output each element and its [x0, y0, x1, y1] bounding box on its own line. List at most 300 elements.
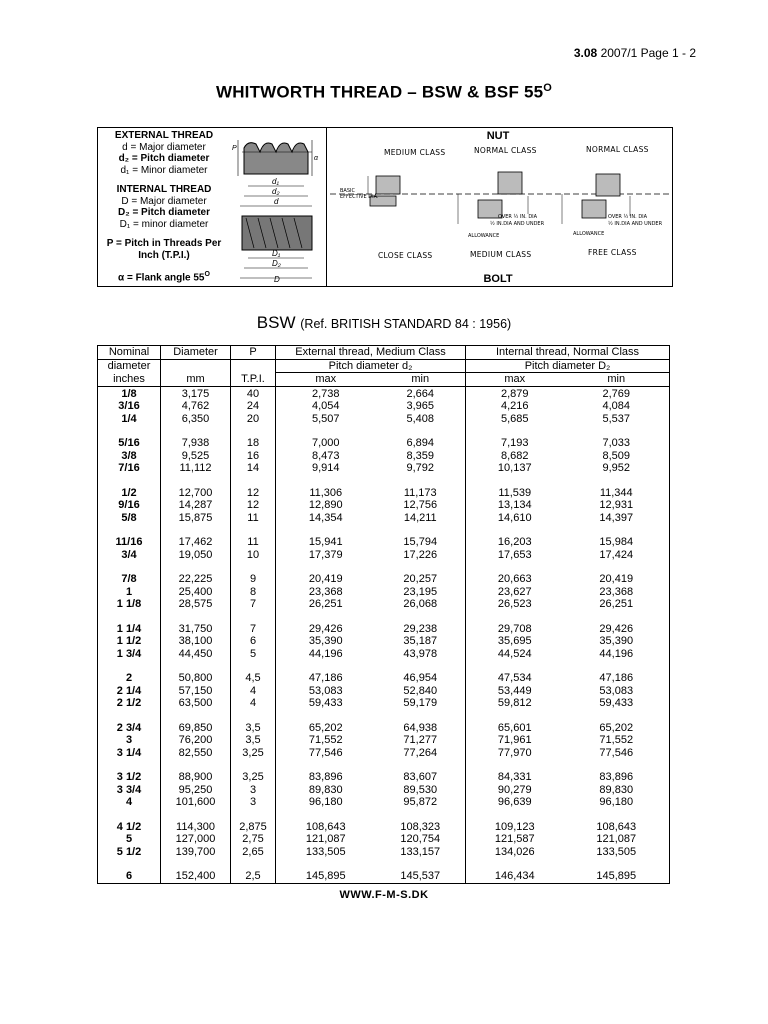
table-row [98, 697, 670, 710]
cell-int-max: 14,610 [466, 512, 564, 525]
cell-int-max: 7,193 [466, 425, 564, 450]
bolt-class-1: CLOSE CLASS [378, 251, 433, 260]
cell-int-max: 17,653 [466, 549, 564, 562]
int-major-diameter: D = Major diameter [121, 195, 207, 207]
bsw-thread-table [97, 345, 670, 884]
cell-int-min: 14,397 [564, 512, 670, 525]
pitch-definition-2: Inch (T.P.I.) [138, 249, 190, 261]
cell-int-max: 23,627 [466, 586, 564, 599]
cell-diameter-mm: 101,600 [161, 796, 231, 809]
cell-nominal: 1/4 [98, 413, 161, 426]
cell-tpi: 4 [231, 697, 276, 710]
cell-nominal: 11/16 [98, 524, 161, 549]
internal-thread-heading: INTERNAL THREAD [116, 184, 212, 195]
page-reference [574, 46, 696, 60]
table-row [98, 386, 670, 400]
cell-ext-min: 15,794 [376, 524, 466, 549]
cell-nominal: 1 1/4 [98, 611, 161, 636]
flank-degree: O [204, 271, 210, 278]
cell-int-min: 145,895 [564, 858, 670, 883]
ext-minor-diameter: d₁ = Minor diameter [120, 164, 208, 176]
cell-nominal: 1 [98, 586, 161, 599]
cell-int-max: 77,970 [466, 747, 564, 760]
label-d2: d₂ [272, 187, 280, 196]
cell-tpi: 12 [231, 499, 276, 512]
cell-ext-min: 20,257 [376, 561, 466, 586]
table-row [98, 759, 670, 784]
cell-int-min: 4,084 [564, 400, 670, 413]
table-row [98, 462, 670, 475]
cell-diameter-mm: 82,550 [161, 747, 231, 760]
table-row [98, 796, 670, 809]
int-minor-diameter: D₁ = minor diameter [119, 218, 209, 230]
cell-diameter-mm: 9,525 [161, 450, 231, 463]
cell-ext-max: 35,390 [276, 635, 376, 648]
cell-diameter-mm: 88,900 [161, 759, 231, 784]
cell-diameter-mm: 25,400 [161, 586, 231, 599]
cell-ext-min: 3,965 [376, 400, 466, 413]
table-row [98, 586, 670, 599]
cell-ext-max: 108,643 [276, 809, 376, 834]
cell-tpi: 2,65 [231, 846, 276, 859]
cell-ext-min: 11,173 [376, 475, 466, 500]
cell-ext-max: 23,368 [276, 586, 376, 599]
cell-ext-min: 26,068 [376, 598, 466, 611]
cell-ext-min: 77,264 [376, 747, 466, 760]
cell-ext-min: 145,537 [376, 858, 466, 883]
cell-ext-max: 29,426 [276, 611, 376, 636]
table-row [98, 809, 670, 834]
nut-label: NUT [486, 130, 510, 142]
cell-int-min: 15,984 [564, 524, 670, 549]
doc-number: 3.08 [573, 46, 598, 60]
cell-ext-max: 20,419 [276, 561, 376, 586]
cell-diameter-mm: 6,350 [161, 413, 231, 426]
cell-tpi: 40 [231, 386, 276, 400]
date-page: 2007/1 Page 1 - 2 [600, 46, 696, 60]
table-row [98, 425, 670, 450]
cell-tpi: 2,5 [231, 858, 276, 883]
cell-int-max: 5,685 [466, 413, 564, 426]
cell-ext-max: 44,196 [276, 648, 376, 661]
cell-nominal: 9/16 [98, 499, 161, 512]
cell-ext-max: 133,505 [276, 846, 376, 859]
cell-int-max: 13,134 [466, 499, 564, 512]
cell-nominal: 2 1/4 [98, 685, 161, 698]
cell-nominal: 2 3/4 [98, 710, 161, 735]
cell-tpi: 3,25 [231, 759, 276, 784]
page-title [0, 82, 768, 103]
cell-nominal: 3/8 [98, 450, 161, 463]
cell-nominal: 1/2 [98, 475, 161, 500]
cell-ext-min: 95,872 [376, 796, 466, 809]
thread-info-box [97, 127, 673, 287]
cell-int-max: 109,123 [466, 809, 564, 834]
cell-int-min: 121,087 [564, 833, 670, 846]
cell-int-min: 71,552 [564, 734, 670, 747]
cell-ext-min: 23,195 [376, 586, 466, 599]
cell-nominal: 2 [98, 660, 161, 685]
cell-int-min: 53,083 [564, 685, 670, 698]
cell-diameter-mm: 76,200 [161, 734, 231, 747]
cell-nominal: 5 1/2 [98, 846, 161, 859]
cell-ext-min: 6,894 [376, 425, 466, 450]
nut-class-1: MEDIUM CLASS [384, 148, 446, 157]
cell-int-min: 26,251 [564, 598, 670, 611]
cell-nominal: 7/16 [98, 462, 161, 475]
cell-ext-min: 8,359 [376, 450, 466, 463]
cell-ext-max: 47,186 [276, 660, 376, 685]
table-row [98, 710, 670, 735]
cell-tpi: 9 [231, 561, 276, 586]
cell-ext-min: 5,408 [376, 413, 466, 426]
cell-int-max: 121,587 [466, 833, 564, 846]
cell-int-min: 35,390 [564, 635, 670, 648]
cell-diameter-mm: 28,575 [161, 598, 231, 611]
cell-int-min: 96,180 [564, 796, 670, 809]
cell-ext-max: 2,738 [276, 386, 376, 400]
cell-diameter-mm: 152,400 [161, 858, 231, 883]
cell-int-min: 29,426 [564, 611, 670, 636]
cell-ext-min: 46,954 [376, 660, 466, 685]
cell-int-min: 9,952 [564, 462, 670, 475]
cell-nominal: 3 1/4 [98, 747, 161, 760]
cell-int-min: 23,368 [564, 586, 670, 599]
cell-ext-min: 35,187 [376, 635, 466, 648]
hdr-internal-group: Internal thread, Normal Class [466, 346, 670, 360]
cell-ext-max: 83,896 [276, 759, 376, 784]
cell-int-max: 84,331 [466, 759, 564, 784]
table-row [98, 846, 670, 859]
cell-nominal: 3 [98, 734, 161, 747]
cell-int-min: 47,186 [564, 660, 670, 685]
allowance-label-2: ALLOWANCE [573, 231, 605, 237]
table-row [98, 400, 670, 413]
hdr-inches: inches [98, 373, 161, 387]
cell-nominal: 6 [98, 858, 161, 883]
cell-diameter-mm: 14,287 [161, 499, 231, 512]
cell-diameter-mm: 12,700 [161, 475, 231, 500]
cell-int-max: 59,812 [466, 697, 564, 710]
cell-int-min: 2,769 [564, 386, 670, 400]
cell-int-max: 96,639 [466, 796, 564, 809]
cell-ext-max: 145,895 [276, 858, 376, 883]
cell-tpi: 12 [231, 475, 276, 500]
hdr-mm: mm [161, 373, 231, 387]
cell-tpi: 3,25 [231, 747, 276, 760]
hdr-int-min: min [564, 373, 670, 387]
footer-website: WWW.F-M-S.DK [339, 889, 429, 901]
cell-int-min: 17,424 [564, 549, 670, 562]
cell-tpi: 18 [231, 425, 276, 450]
cell-ext-min: 71,277 [376, 734, 466, 747]
cell-ext-max: 17,379 [276, 549, 376, 562]
title-degree: O [543, 82, 553, 94]
cell-diameter-mm: 31,750 [161, 611, 231, 636]
cell-int-min: 89,830 [564, 784, 670, 797]
cell-int-min: 108,643 [564, 809, 670, 834]
cell-ext-min: 14,211 [376, 512, 466, 525]
title-text: WHITWORTH THREAD – BSW & BSF 55 [215, 82, 544, 102]
basic-effective-label: BASIC EFFECTIVE DIA. [340, 188, 379, 200]
cell-ext-max: 7,000 [276, 425, 376, 450]
cell-ext-min: 2,664 [376, 386, 466, 400]
external-thread-heading: EXTERNAL THREAD [114, 130, 214, 141]
cell-ext-min: 43,978 [376, 648, 466, 661]
cell-nominal: 4 [98, 796, 161, 809]
hdr-diameter: Diameter [161, 346, 231, 360]
cell-tpi: 2,75 [231, 833, 276, 846]
cell-ext-max: 14,354 [276, 512, 376, 525]
cell-ext-max: 4,054 [276, 400, 376, 413]
hdr-nominal: Nominal [98, 346, 161, 360]
cell-ext-min: 52,840 [376, 685, 466, 698]
box-divider [326, 128, 327, 286]
cell-diameter-mm: 69,850 [161, 710, 231, 735]
cell-int-max: 16,203 [466, 524, 564, 549]
table-body [98, 386, 670, 883]
cell-ext-max: 59,433 [276, 697, 376, 710]
cell-diameter-mm: 22,225 [161, 561, 231, 586]
cell-int-max: 20,663 [466, 561, 564, 586]
cell-int-min: 133,505 [564, 846, 670, 859]
cell-tpi: 3,5 [231, 734, 276, 747]
cell-tpi: 20 [231, 413, 276, 426]
cell-diameter-mm: 38,100 [161, 635, 231, 648]
cell-int-max: 26,523 [466, 598, 564, 611]
table-row [98, 685, 670, 698]
over-half-note-1: OVER ½ IN. DIA [498, 214, 538, 220]
cell-int-max: 35,695 [466, 635, 564, 648]
cell-ext-min: 9,792 [376, 462, 466, 475]
cell-diameter-mm: 4,762 [161, 400, 231, 413]
table-row [98, 598, 670, 611]
cell-int-max: 11,539 [466, 475, 564, 500]
label-alpha: α [314, 155, 318, 162]
cell-ext-min: 29,238 [376, 611, 466, 636]
cell-tpi: 3 [231, 784, 276, 797]
cell-tpi: 8 [231, 586, 276, 599]
under-half-note-2: ½ IN.DIA AND UNDER [608, 221, 663, 227]
cell-int-max: 29,708 [466, 611, 564, 636]
cell-nominal: 1 1/2 [98, 635, 161, 648]
cell-nominal: 3/16 [98, 400, 161, 413]
cell-nominal: 4 1/2 [98, 809, 161, 834]
ext-pitch-diameter: d₂ = Pitch diameter [118, 153, 210, 164]
cell-ext-min: 64,938 [376, 710, 466, 735]
cell-diameter-mm: 95,250 [161, 784, 231, 797]
cell-nominal: 5 [98, 833, 161, 846]
label-d: d [274, 197, 279, 206]
cell-diameter-mm: 114,300 [161, 809, 231, 834]
cell-int-max: 146,434 [466, 858, 564, 883]
hdr-int-max: max [466, 373, 564, 387]
cell-ext-max: 121,087 [276, 833, 376, 846]
cell-tpi: 7 [231, 611, 276, 636]
table-row [98, 499, 670, 512]
label-D2: D₂ [272, 259, 281, 268]
table-row [98, 747, 670, 760]
cell-int-min: 77,546 [564, 747, 670, 760]
label-D1: D₁ [272, 249, 281, 258]
table-row [98, 660, 670, 685]
cell-ext-max: 71,552 [276, 734, 376, 747]
cell-int-min: 5,537 [564, 413, 670, 426]
thread-legend [100, 130, 228, 284]
table-row [98, 734, 670, 747]
cell-ext-min: 83,607 [376, 759, 466, 784]
cell-diameter-mm: 44,450 [161, 648, 231, 661]
cell-tpi: 24 [231, 400, 276, 413]
cell-int-max: 71,961 [466, 734, 564, 747]
cell-tpi: 3,5 [231, 710, 276, 735]
cell-nominal: 1 3/4 [98, 648, 161, 661]
cell-ext-max: 65,202 [276, 710, 376, 735]
table-row [98, 561, 670, 586]
cell-int-max: 4,216 [466, 400, 564, 413]
cell-int-min: 59,433 [564, 697, 670, 710]
cell-tpi: 6 [231, 635, 276, 648]
cell-int-min: 7,033 [564, 425, 670, 450]
table-row [98, 475, 670, 500]
cell-int-max: 47,534 [466, 660, 564, 685]
cell-int-max: 90,279 [466, 784, 564, 797]
cell-ext-max: 77,546 [276, 747, 376, 760]
cell-diameter-mm: 139,700 [161, 846, 231, 859]
cell-tpi: 10 [231, 549, 276, 562]
cell-ext-max: 96,180 [276, 796, 376, 809]
table-row [98, 784, 670, 797]
table-row [98, 524, 670, 549]
cell-ext-max: 53,083 [276, 685, 376, 698]
hdr-tpi: T.P.I. [231, 373, 276, 387]
cell-tpi: 4,5 [231, 660, 276, 685]
hdr-ext-pitch: Pitch diameter d₂ [276, 359, 466, 373]
cell-tpi: 3 [231, 796, 276, 809]
table-row [98, 635, 670, 648]
cell-diameter-mm: 127,000 [161, 833, 231, 846]
cell-diameter-mm: 63,500 [161, 697, 231, 710]
cell-ext-min: 89,530 [376, 784, 466, 797]
cell-ext-max: 15,941 [276, 524, 376, 549]
cell-nominal: 5/8 [98, 512, 161, 525]
cell-nominal: 7/8 [98, 561, 161, 586]
cell-diameter-mm: 19,050 [161, 549, 231, 562]
table-row [98, 549, 670, 562]
cell-ext-max: 11,306 [276, 475, 376, 500]
cell-diameter-mm: 3,175 [161, 386, 231, 400]
nut-class-2: NORMAL CLASS [474, 146, 537, 155]
cell-int-min: 8,509 [564, 450, 670, 463]
cell-ext-min: 59,179 [376, 697, 466, 710]
cell-int-max: 10,137 [466, 462, 564, 475]
pitch-definition-1: P = Pitch in Threads Per [106, 238, 222, 249]
cell-ext-min: 108,323 [376, 809, 466, 834]
cell-int-max: 44,524 [466, 648, 564, 661]
over-half-note-2: OVER ½ IN. DIA [608, 214, 648, 220]
bolt-class-2: MEDIUM CLASS [470, 250, 532, 259]
cell-diameter-mm: 11,112 [161, 462, 231, 475]
table-row [98, 858, 670, 883]
subtitle-ref: (Ref. BRITISH STANDARD 84 : 1956) [300, 317, 512, 331]
cell-int-min: 65,202 [564, 710, 670, 735]
cell-ext-min: 133,157 [376, 846, 466, 859]
cell-diameter-mm: 17,462 [161, 524, 231, 549]
cell-tpi: 14 [231, 462, 276, 475]
cell-int-min: 20,419 [564, 561, 670, 586]
cell-nominal: 1 1/8 [98, 598, 161, 611]
cell-nominal: 1/8 [98, 386, 161, 400]
label-d1: d₁ [272, 177, 279, 186]
hdr-int-pitch: Pitch diameter D₂ [466, 359, 670, 373]
cell-tpi: 4 [231, 685, 276, 698]
thread-profile-diagram [228, 130, 324, 284]
table-row [98, 512, 670, 525]
cell-diameter-mm: 50,800 [161, 660, 231, 685]
cell-ext-max: 26,251 [276, 598, 376, 611]
ext-major-diameter: d = Major diameter [122, 141, 206, 153]
cell-tpi: 5 [231, 648, 276, 661]
table-row [98, 413, 670, 426]
label-D: D [274, 275, 280, 284]
cell-int-min: 11,344 [564, 475, 670, 500]
table-row [98, 648, 670, 661]
allowance-label-1: ALLOWANCE [468, 233, 500, 239]
hdr-diameter-word: diameter [98, 359, 161, 373]
cell-ext-max: 5,507 [276, 413, 376, 426]
cell-diameter-mm: 7,938 [161, 425, 231, 450]
cell-int-max: 65,601 [466, 710, 564, 735]
cell-nominal: 3 1/2 [98, 759, 161, 784]
cell-nominal: 2 1/2 [98, 697, 161, 710]
cell-ext-min: 120,754 [376, 833, 466, 846]
cell-diameter-mm: 15,875 [161, 512, 231, 525]
hdr-ext-max: max [276, 373, 376, 387]
nut-class-3: NORMAL CLASS [586, 145, 649, 154]
cell-tpi: 16 [231, 450, 276, 463]
cell-diameter-mm: 57,150 [161, 685, 231, 698]
under-half-note-1: ½ IN.DIA AND UNDER [490, 221, 545, 227]
table-row [98, 833, 670, 846]
hdr-ext-min: min [376, 373, 466, 387]
cell-ext-min: 12,756 [376, 499, 466, 512]
cell-int-max: 134,026 [466, 846, 564, 859]
cell-ext-min: 17,226 [376, 549, 466, 562]
subtitle-main: BSW [256, 313, 296, 332]
cell-tpi: 11 [231, 524, 276, 549]
cell-tpi: 7 [231, 598, 276, 611]
cell-nominal: 5/16 [98, 425, 161, 450]
cell-ext-max: 9,914 [276, 462, 376, 475]
cell-int-max: 2,879 [466, 386, 564, 400]
table-subtitle [0, 313, 768, 333]
hdr-p: P [231, 346, 276, 360]
label-p: P [232, 145, 237, 152]
cell-nominal: 3/4 [98, 549, 161, 562]
cell-int-max: 8,682 [466, 450, 564, 463]
int-pitch-diameter: D₂ = Pitch diameter [118, 207, 210, 218]
table-row [98, 611, 670, 636]
cell-int-min: 83,896 [564, 759, 670, 784]
cell-tpi: 2,875 [231, 809, 276, 834]
cell-nominal: 3 3/4 [98, 784, 161, 797]
cell-int-max: 53,449 [466, 685, 564, 698]
bolt-class-3: FREE CLASS [588, 248, 637, 257]
table-row [98, 450, 670, 463]
cell-ext-max: 12,890 [276, 499, 376, 512]
cell-ext-max: 8,473 [276, 450, 376, 463]
cell-int-min: 44,196 [564, 648, 670, 661]
